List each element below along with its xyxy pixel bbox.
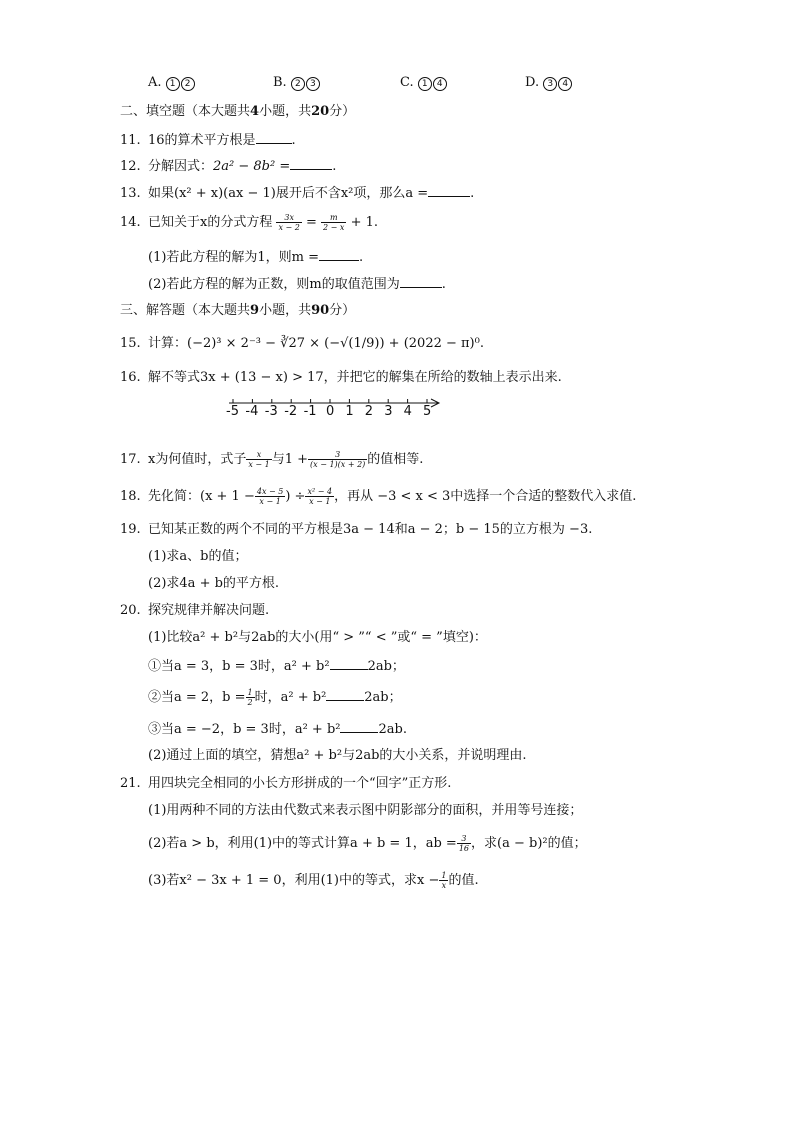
axis-tick-label: -5 bbox=[226, 404, 239, 419]
option-c[interactable] bbox=[400, 75, 448, 91]
option-label: B. bbox=[273, 75, 287, 90]
question-17: 17. x为何值时，式子 $\frac{x}{x - 1}$ 与1 + $\frac{3}{(x - 1)(x + 2)}$ 的值相等. bbox=[120, 450, 424, 469]
question-20-case-1: ①当a = 3，b = 3时，a² + b² 2ab； bbox=[148, 659, 405, 674]
question-18: 18. 先化简：(x + 1 − $\frac{4x - 5}{x - 1}$ ) ÷ $\frac{\text{x² − 4}}{x - 1}$ ，再从 −3 < x < 3中选择一个合适的整数代入求值. bbox=[120, 487, 637, 506]
fraction: $\frac{3}{(x - 1)(x + 2)}$ bbox=[310, 450, 366, 469]
axis-tick-label: -4 bbox=[245, 404, 259, 419]
answer-blank[interactable] bbox=[428, 184, 470, 197]
question-19-part-2: (2)求4a + b的平方根. bbox=[148, 576, 280, 591]
question-20-case-2: ②当a = 2，b = $\frac{1}{2}$ 时，a² + b² 2ab； bbox=[148, 688, 402, 707]
answer-blank[interactable] bbox=[340, 720, 378, 733]
fraction: $\frac{m}{2 - x}$ bbox=[323, 213, 345, 232]
option-d[interactable] bbox=[525, 75, 573, 91]
question-14-part-1: (1)若此方程的解为1，则m = . bbox=[148, 250, 364, 265]
question-13: 13. 如果(x² + x)(ax − 1)展开后不含x²项，那么a = . bbox=[120, 186, 475, 201]
axis-tick-label: 0 bbox=[326, 404, 335, 419]
circled-number: 1 bbox=[418, 77, 432, 91]
axis-tick-label: -3 bbox=[264, 404, 278, 419]
question-15: 15. 计算：(−2)³ × 2⁻³ − ∛27 × (−√(1/9)) + (2022 − π)⁰. bbox=[120, 336, 484, 351]
question-20-part-2: (2)通过上面的填空，猜想a² + b²与2ab的大小关系，并说明理由. bbox=[148, 748, 527, 763]
fraction: $\frac{3x}{x - 2}$ bbox=[278, 213, 300, 232]
answer-blank[interactable] bbox=[330, 657, 368, 670]
option-label: A. bbox=[148, 75, 162, 90]
question-16: 16. 解不等式3x + (13 − x) > 17，并把它的解集在所给的数轴上表示出来. bbox=[120, 370, 562, 385]
question-21-part-1: (1)用两种不同的方法由代数式来表示图中阴影部分的面积，并用等号连接； bbox=[148, 803, 583, 818]
question-14: 14. 已知关于x的分式方程 $\frac{3x}{x - 2}$ = $\frac{m}{2 - x}$ + 1. bbox=[120, 213, 378, 232]
axis-tick-label: 2 bbox=[364, 404, 374, 419]
axis-tick-label: 1 bbox=[345, 404, 354, 419]
fraction: $\frac{\text{x² − 4}}{x - 1}$ bbox=[307, 487, 333, 506]
circled-number: 4 bbox=[433, 77, 447, 91]
circled-number: 3 bbox=[306, 77, 320, 91]
option-a[interactable] bbox=[148, 75, 196, 91]
axis-tick-label: 5 bbox=[423, 404, 432, 419]
answer-blank[interactable] bbox=[326, 688, 364, 701]
section-3-title: 三、解答题（本大题共9小题，共90分） bbox=[120, 303, 356, 318]
circled-number: 2 bbox=[291, 77, 305, 91]
question-20-part-1: (1)比较a² + b²与2ab的大小(用“ > ”“ < ”或“ = ”填空)： bbox=[148, 630, 487, 645]
question-21: 21. 用四块完全相同的小长方形拼成的一个“回字”正方形. bbox=[120, 776, 452, 791]
option-label: D. bbox=[525, 75, 540, 90]
question-20: 20. 探究规律并解决问题. bbox=[120, 603, 270, 618]
circled-number: 4 bbox=[558, 77, 572, 91]
question-19: 19. 已知某正数的两个不同的平方根是3a − 14和a − 2；b − 15的立方根为 −3. bbox=[120, 522, 593, 537]
axis-ticks bbox=[233, 399, 427, 403]
fraction: $\frac{1}{x}$ bbox=[441, 871, 447, 890]
question-21-part-3: (3)若x² − 3x + 1 = 0，利用(1)中的等式，求x − $\frac{1}{x}$ 的值. bbox=[148, 871, 479, 890]
circled-number: 3 bbox=[543, 77, 557, 91]
axis-tick-label: -1 bbox=[303, 404, 317, 419]
answer-blank[interactable] bbox=[400, 275, 442, 288]
option-label: C. bbox=[400, 75, 414, 90]
option-b[interactable] bbox=[273, 75, 321, 91]
section-2-title: 二、填空题（本大题共4小题，共20分） bbox=[120, 104, 356, 119]
question-19-part-1: (1)求a、b的值； bbox=[148, 549, 248, 564]
fraction: $\frac{1}{2}$ bbox=[247, 688, 253, 707]
axis-tick-label: 4 bbox=[403, 404, 412, 419]
fraction: $\frac{3}{16}$ bbox=[458, 834, 470, 853]
axis-tick-label: 3 bbox=[384, 404, 393, 419]
question-14-part-2: (2)若此方程的解为正数，则m的取值范围为 . bbox=[148, 277, 446, 292]
fraction: $\frac{4x - 5}{x - 1}$ bbox=[256, 487, 284, 506]
fraction: $\frac{x}{x - 1}$ bbox=[248, 450, 270, 469]
answer-blank[interactable] bbox=[256, 131, 292, 144]
question-11: 11. 16的算术平方根是 . bbox=[120, 133, 296, 148]
question-12: 12. 分解因式：2a² − 8b² = . bbox=[120, 159, 337, 174]
answer-blank[interactable] bbox=[319, 248, 359, 261]
question-21-part-2: (2)若a > b，利用(1)中的等式计算a + b = 1，ab = $\frac{3}{16}$ ，求(a − b)²的值； bbox=[148, 834, 587, 853]
circled-number: 2 bbox=[181, 77, 195, 91]
answer-blank[interactable] bbox=[290, 157, 332, 170]
question-20-case-3: ③当a = −2，b = 3时，a² + b² 2ab. bbox=[148, 722, 407, 737]
axis-tick-label: -2 bbox=[284, 404, 298, 419]
circled-number: 1 bbox=[166, 77, 180, 91]
